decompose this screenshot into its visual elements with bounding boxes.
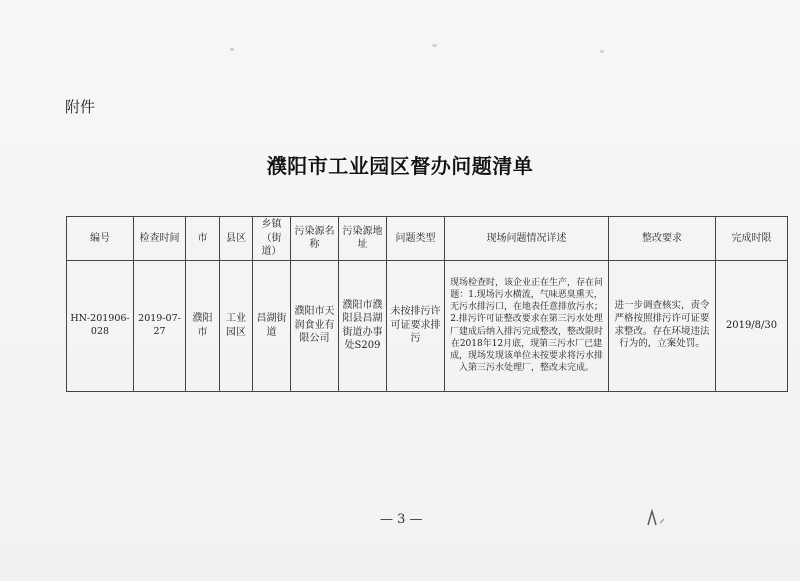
document-title: 濮阳市工业园区督办问题清单 [266, 154, 534, 178]
header-district: 县区 [220, 217, 253, 261]
scan-speck [600, 50, 604, 53]
cell-source-name: 濮阳市天润食业有限公司 [291, 260, 339, 391]
cell-deadline: 2019/8/30 [716, 260, 788, 391]
attachment-label: 附件 [65, 98, 96, 116]
cell-town: 昌湖街道 [253, 260, 291, 391]
cell-requirement: 进一步调查核实，责令严格按照排污许可证要求整改。存在环境违法行为的，立案处罚。 [609, 260, 716, 391]
cell-city: 濮阳市 [186, 260, 220, 391]
pen-mark-icon [640, 505, 690, 529]
header-deadline: 完成时限 [716, 217, 788, 261]
cell-problem-type: 未按排污许可证要求排污 [387, 260, 445, 391]
cell-id: HN-201906-028 [67, 260, 134, 391]
table-header-row [67, 217, 788, 261]
header-source-name: 污染源名称 [291, 217, 339, 261]
scan-speck [432, 44, 437, 47]
header-check-date: 检查时间 [134, 217, 186, 261]
page-number: — 3 — [380, 512, 423, 527]
table-row [67, 260, 788, 391]
header-id: 编号 [67, 217, 134, 261]
header-city: 市 [186, 217, 220, 261]
header-source-address: 污染源地址 [339, 217, 387, 261]
header-requirement: 整改要求 [609, 217, 716, 261]
cell-district: 工业园区 [220, 260, 253, 391]
header-description: 现场问题情况详述 [445, 217, 609, 261]
header-town: 乡镇（街道） [253, 217, 291, 261]
header-problem-type: 问题类型 [387, 217, 445, 261]
cell-source-address: 濮阳市濮阳县昌湖街道办事处S209 [339, 260, 387, 391]
issues-table [66, 216, 788, 392]
scan-speck [230, 48, 234, 51]
cell-check-date: 2019-07-27 [134, 260, 186, 391]
cell-description: 现场检查时，该企业正在生产，存在问题：1.现场污水横流，气味恶臭熏天，无污水排污口，在地表任意排放污水；2.排污许可证整改要求在第三污水处理厂建成后纳入排污完成整改，整改限时在2018年12月底，现第三污水厂已建成，现场发现该单位未按要求将污水排入第三污水处理厂，整改未完成。 [445, 260, 609, 391]
